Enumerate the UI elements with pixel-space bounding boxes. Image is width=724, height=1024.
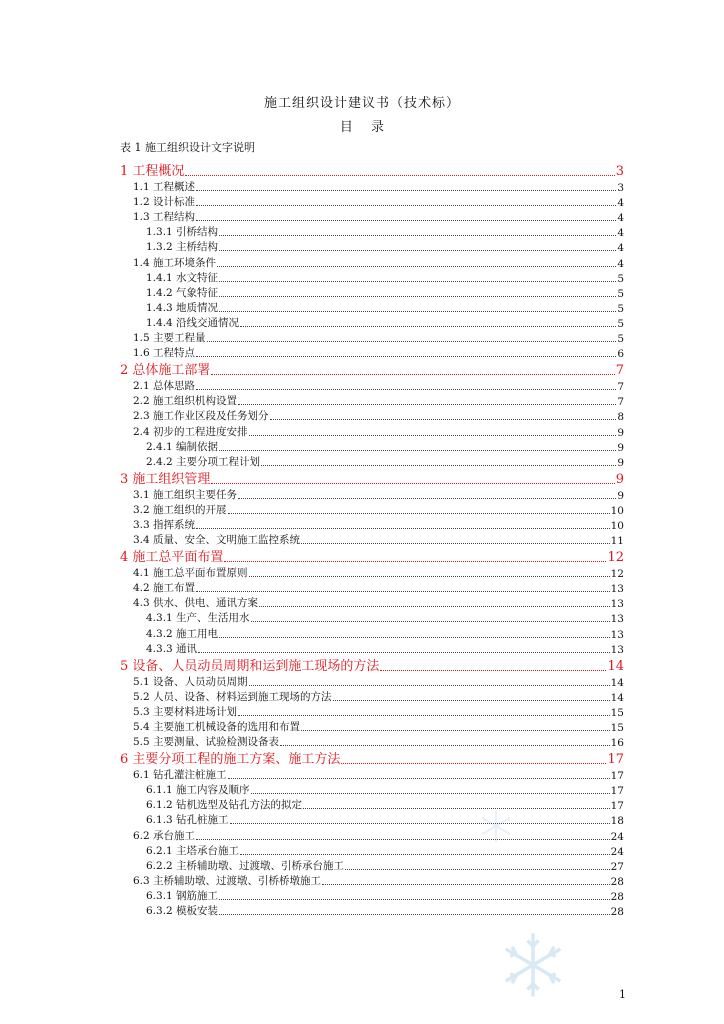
toc-dot-leader bbox=[219, 913, 610, 915]
toc-entry-page: 5 bbox=[617, 272, 624, 285]
watermark-snowflake-icon bbox=[498, 930, 568, 1000]
toc-entry[interactable] bbox=[0, 641, 624, 656]
toc-entry[interactable] bbox=[0, 194, 624, 209]
toc-entry-page: 11 bbox=[610, 535, 624, 548]
toc-dot-leader bbox=[219, 898, 610, 900]
toc-entry-page: 7 bbox=[617, 396, 624, 409]
toc-dot-leader bbox=[322, 883, 610, 885]
toc-entry-page: 13 bbox=[610, 628, 624, 641]
toc-entry-label: 5.2 人员、设备、材料运到施工现场的方法 bbox=[133, 690, 332, 703]
toc-entry-page: 10 bbox=[610, 504, 624, 517]
toc-entry-label: 5.5 主要测量、试验检测设备表 bbox=[133, 736, 280, 749]
toc-entry-page: 15 bbox=[610, 706, 624, 719]
toc-entry-page: 28 bbox=[610, 890, 624, 903]
toc-entry-page: 10 bbox=[610, 519, 624, 532]
toc-entry-label: 6.3.2 模板安装 bbox=[146, 905, 219, 918]
toc-dot-leader bbox=[196, 355, 616, 357]
toc-entry-page: 15 bbox=[610, 722, 624, 734]
toc-entry[interactable] bbox=[0, 439, 624, 454]
toc-entry-label: 3.1 施工组织主要任务 bbox=[133, 488, 238, 501]
toc-dot-leader bbox=[211, 482, 614, 484]
toc-entry[interactable] bbox=[0, 517, 624, 532]
toc-entry-label: 4.3.3 通讯 bbox=[146, 642, 198, 655]
toc-dot-leader bbox=[219, 310, 616, 312]
toc-entry-label: 2.2 施工组织机构设置 bbox=[133, 395, 238, 408]
toc-entry-page: 17 bbox=[610, 770, 624, 783]
toc-entry[interactable] bbox=[0, 393, 624, 408]
toc-dot-leader bbox=[196, 219, 616, 221]
toc-dot-leader bbox=[228, 512, 610, 514]
toc-dot-leader bbox=[249, 684, 610, 686]
toc-entry[interactable] bbox=[0, 873, 624, 888]
toc-entry-label: 4.2 施工布置 bbox=[133, 582, 196, 595]
toc-entry-page: 6 bbox=[617, 348, 624, 361]
toc-entry-label: 3.4 质量、安全、文明施工监控系统 bbox=[133, 534, 301, 547]
toc-entry-label: 4.3 供水、供电、通讯方案 bbox=[133, 597, 259, 610]
toc-entry-page: 28 bbox=[610, 906, 624, 919]
toc-dot-leader bbox=[219, 280, 616, 282]
toc-entry-page: 4 bbox=[617, 242, 624, 255]
toc-entry-label: 6.1 钻孔灌注桩施工 bbox=[133, 769, 227, 782]
toc-entry-page: 16 bbox=[610, 737, 624, 750]
toc-entry-page: 9 bbox=[617, 426, 624, 439]
toc-entry-page: 28 bbox=[610, 875, 624, 888]
toc-entry-page: 13 bbox=[610, 643, 624, 656]
toc-entry-label: 4.1 施工总平面布置原则 bbox=[133, 567, 248, 580]
toc-entry[interactable] bbox=[0, 689, 624, 704]
toc-entry[interactable] bbox=[0, 888, 624, 903]
toc-entry-label: 2.3 施工作业区段及任务划分 bbox=[133, 410, 269, 423]
toc-entry-label: 1.6 工程特点 bbox=[133, 347, 196, 360]
toc-entry-label: 6.3.1 钢筋施工 bbox=[146, 889, 219, 902]
toc-dot-leader bbox=[219, 295, 616, 297]
toc-entry[interactable] bbox=[0, 315, 624, 330]
toc-dot-leader bbox=[333, 699, 610, 701]
toc-dot-leader bbox=[249, 434, 617, 436]
toc-entry-page: 8 bbox=[617, 411, 624, 424]
toc-dot-leader bbox=[238, 497, 616, 499]
toc-entry-page: 9 bbox=[617, 456, 624, 469]
toc-entry[interactable] bbox=[0, 843, 624, 858]
toc-entry-page: 3 bbox=[617, 182, 624, 195]
toc-entry-label: 1.4.2 气象特征 bbox=[146, 286, 219, 299]
toc-entry-label: 6.1.3 钻孔桩施工 bbox=[146, 814, 229, 827]
toc-entry[interactable] bbox=[0, 580, 624, 595]
toc-entry[interactable] bbox=[0, 749, 624, 767]
toc-entry[interactable] bbox=[0, 487, 624, 502]
toc-entry-page: 13 bbox=[610, 613, 624, 626]
toc-entry-label: 1.2 设计标准 bbox=[133, 196, 196, 209]
toc-entry[interactable] bbox=[0, 285, 624, 300]
table-of-contents bbox=[0, 161, 724, 918]
toc-entry-page: 7 bbox=[615, 363, 624, 379]
toc-entry[interactable] bbox=[0, 300, 624, 315]
toc-dot-leader bbox=[240, 325, 616, 327]
toc-entry[interactable] bbox=[0, 532, 624, 547]
toc-entry[interactable] bbox=[0, 209, 624, 224]
toc-dot-leader bbox=[270, 418, 617, 420]
toc-entry[interactable] bbox=[0, 782, 624, 797]
toc-entry-label: 1.3 工程结构 bbox=[133, 211, 196, 224]
toc-entry[interactable] bbox=[0, 903, 624, 918]
toc-entry-label: 1.4.3 地质情况 bbox=[146, 301, 219, 314]
toc-entry-page: 4 bbox=[617, 197, 624, 210]
toc-entry-page: 14 bbox=[607, 658, 624, 674]
toc-entry-label: 2.4.1 编制依据 bbox=[146, 440, 219, 453]
toc-dot-leader bbox=[228, 777, 610, 779]
toc-dot-leader bbox=[217, 265, 616, 267]
toc-dot-leader bbox=[341, 762, 606, 764]
toc-entry[interactable] bbox=[0, 179, 624, 194]
toc-entry-label: 6.1.2 钻机选型及钻孔方法的拟定 bbox=[146, 799, 303, 812]
toc-entry-label: 5.4 主要施工机械设备的选用和布置 bbox=[133, 721, 301, 733]
toc-entry-page: 4 bbox=[617, 227, 624, 240]
toc-entry-label: 4 施工总平面布置 bbox=[120, 550, 224, 566]
toc-dot-leader bbox=[198, 651, 610, 653]
toc-entry[interactable] bbox=[0, 224, 624, 239]
toc-entry-label: 6.2 承台施工 bbox=[133, 829, 196, 842]
toc-entry-page: 5 bbox=[617, 333, 624, 346]
toc-entry[interactable] bbox=[0, 565, 624, 580]
toc-entry-page: 9 bbox=[617, 441, 624, 454]
toc-entry[interactable] bbox=[0, 345, 624, 360]
toc-entry-label: 2.4.2 主要分项工程计划 bbox=[146, 455, 261, 468]
toc-entry[interactable] bbox=[0, 360, 624, 378]
toc-entry-label: 6.3 主桥辅助墩、过渡墩、引桥桥墩施工 bbox=[133, 874, 322, 887]
toc-dot-leader bbox=[301, 542, 610, 544]
toc-entry-page: 9 bbox=[617, 489, 624, 502]
toc-entry-page: 4 bbox=[617, 212, 624, 225]
toc-entry-page: 18 bbox=[610, 815, 624, 828]
toc-dot-leader bbox=[196, 590, 610, 592]
toc-entry-label: 1 工程概况 bbox=[120, 164, 185, 179]
toc-entry-page: 13 bbox=[610, 583, 624, 596]
toc-entry-label: 5.3 主要材料进场计划 bbox=[133, 705, 238, 718]
toc-entry[interactable] bbox=[0, 767, 624, 782]
toc-dot-leader bbox=[207, 340, 617, 342]
toc-entry[interactable] bbox=[0, 734, 624, 749]
toc-dot-leader bbox=[249, 575, 610, 577]
toc-dot-leader bbox=[219, 636, 610, 638]
toc-entry-label: 3.2 施工组织的开展 bbox=[133, 503, 227, 516]
toc-entry-label: 5.1 设备、人员动员周期 bbox=[133, 675, 248, 688]
toc-dot-leader bbox=[196, 527, 610, 529]
toc-entry[interactable] bbox=[0, 423, 624, 438]
toc-entry-label: 1.4.4 沿线交通情况 bbox=[146, 316, 240, 329]
toc-entry[interactable] bbox=[0, 239, 624, 254]
toc-dot-leader bbox=[301, 729, 610, 731]
toc-entry-label: 1.3.1 引桥结构 bbox=[146, 226, 219, 239]
toc-dot-leader bbox=[238, 403, 616, 405]
table-caption: 表 1 施工组织设计文字说明 bbox=[120, 141, 255, 154]
toc-dot-leader bbox=[219, 249, 616, 251]
toc-entry[interactable] bbox=[0, 797, 624, 812]
toc-entry[interactable] bbox=[0, 161, 624, 179]
toc-entry-page: 5 bbox=[617, 287, 624, 300]
toc-entry-label: 5 设备、人员动员周期和运到施工现场的方法 bbox=[120, 658, 380, 674]
toc-dot-leader bbox=[230, 822, 610, 824]
toc-dot-leader bbox=[238, 714, 610, 716]
toc-entry-label: 2.1 总体思路 bbox=[133, 380, 196, 393]
toc-entry-page: 9 bbox=[615, 471, 624, 487]
toc-entry[interactable] bbox=[0, 454, 624, 469]
toc-entry-page: 4 bbox=[617, 257, 624, 270]
toc-entry[interactable] bbox=[0, 704, 624, 719]
toc-entry-page: 17 bbox=[610, 800, 624, 813]
toc-dot-leader bbox=[345, 868, 610, 870]
toc-entry-label: 1.1 工程概述 bbox=[133, 181, 196, 194]
toc-entry-label: 6 主要分项工程的施工方案、施工方法 bbox=[120, 752, 341, 768]
toc-dot-leader bbox=[196, 388, 616, 390]
toc-entry[interactable] bbox=[0, 625, 624, 640]
toc-entry[interactable] bbox=[0, 502, 624, 517]
toc-entry-page: 3 bbox=[615, 164, 624, 179]
toc-entry-page: 5 bbox=[617, 302, 624, 315]
toc-entry-label: 4.3.2 施工用电 bbox=[146, 627, 219, 640]
watermark-snowflake-small-icon bbox=[478, 808, 514, 844]
toc-entry[interactable] bbox=[0, 827, 624, 842]
toc-entry-label: 2 总体施工部署 bbox=[120, 363, 211, 379]
toc-entry-label: 3 施工组织管理 bbox=[120, 471, 211, 487]
toc-dot-leader bbox=[196, 204, 616, 206]
toc-dot-leader bbox=[251, 792, 610, 794]
page-number: 1 bbox=[619, 988, 626, 1001]
toc-dot-leader bbox=[224, 560, 606, 562]
toc-entry-page: 12 bbox=[607, 550, 624, 566]
toc-entry-page: 24 bbox=[610, 845, 624, 858]
toc-dot-leader bbox=[380, 669, 606, 671]
toc-entry-page: 7 bbox=[617, 381, 624, 394]
toc-dot-leader bbox=[211, 373, 614, 375]
toc-dot-leader bbox=[251, 620, 610, 622]
toc-entry-label: 3.3 指挥系统 bbox=[133, 518, 196, 531]
toc-entry-page: 17 bbox=[607, 752, 624, 768]
toc-heading: 目 录 bbox=[339, 120, 385, 135]
toc-dot-leader bbox=[280, 744, 610, 746]
toc-dot-leader bbox=[261, 464, 616, 466]
page-title: 施工组织设计建议书（技术标） bbox=[263, 96, 460, 111]
toc-entry[interactable] bbox=[0, 858, 624, 873]
toc-entry-label: 4.3.1 生产、生活用水 bbox=[146, 612, 250, 625]
toc-entry-label: 6.1.1 施工内容及顺序 bbox=[146, 784, 250, 797]
toc-entry[interactable] bbox=[0, 254, 624, 269]
toc-entry-label: 6.2.1 主塔承台施工 bbox=[146, 844, 240, 857]
toc-entry[interactable] bbox=[0, 378, 624, 393]
toc-entry[interactable] bbox=[0, 547, 624, 565]
toc-entry-label: 1.4 施工环境条件 bbox=[133, 256, 217, 269]
toc-entry-page: 17 bbox=[610, 785, 624, 798]
toc-entry[interactable] bbox=[0, 270, 624, 285]
toc-entry-label: 1.4.1 水文特征 bbox=[146, 271, 219, 284]
toc-dot-leader bbox=[196, 189, 616, 191]
toc-entry-label: 1.3.2 主桥结构 bbox=[146, 241, 219, 254]
toc-entry[interactable] bbox=[0, 812, 624, 827]
toc-entry[interactable] bbox=[0, 719, 624, 734]
toc-entry[interactable] bbox=[0, 674, 624, 689]
toc-dot-leader bbox=[219, 234, 616, 236]
toc-entry-label: 2.4 初步的工程进度安排 bbox=[133, 425, 248, 438]
toc-entry-page: 14 bbox=[610, 691, 624, 704]
toc-entry[interactable] bbox=[0, 595, 624, 610]
toc-entry-label: 6.2.2 主桥辅助墩、过渡墩、引桥承台施工 bbox=[146, 859, 345, 872]
toc-entry-page: 12 bbox=[610, 568, 624, 581]
toc-entry[interactable] bbox=[0, 330, 624, 345]
toc-entry[interactable] bbox=[0, 469, 624, 487]
toc-entry[interactable] bbox=[0, 610, 624, 625]
toc-dot-leader bbox=[196, 838, 610, 840]
toc-dot-leader bbox=[303, 807, 610, 809]
toc-dot-leader bbox=[185, 174, 614, 176]
toc-entry[interactable] bbox=[0, 408, 624, 423]
toc-entry-page: 27 bbox=[610, 860, 624, 873]
toc-entry-page: 14 bbox=[610, 676, 624, 689]
toc-entry-page: 24 bbox=[610, 830, 624, 843]
toc-dot-leader bbox=[259, 605, 610, 607]
toc-entry-label: 1.5 主要工程量 bbox=[133, 332, 206, 345]
toc-dot-leader bbox=[219, 449, 616, 451]
toc-dot-leader bbox=[240, 853, 610, 855]
toc-entry[interactable] bbox=[0, 656, 624, 674]
toc-entry-page: 13 bbox=[610, 598, 624, 611]
toc-entry-page: 5 bbox=[617, 317, 624, 330]
